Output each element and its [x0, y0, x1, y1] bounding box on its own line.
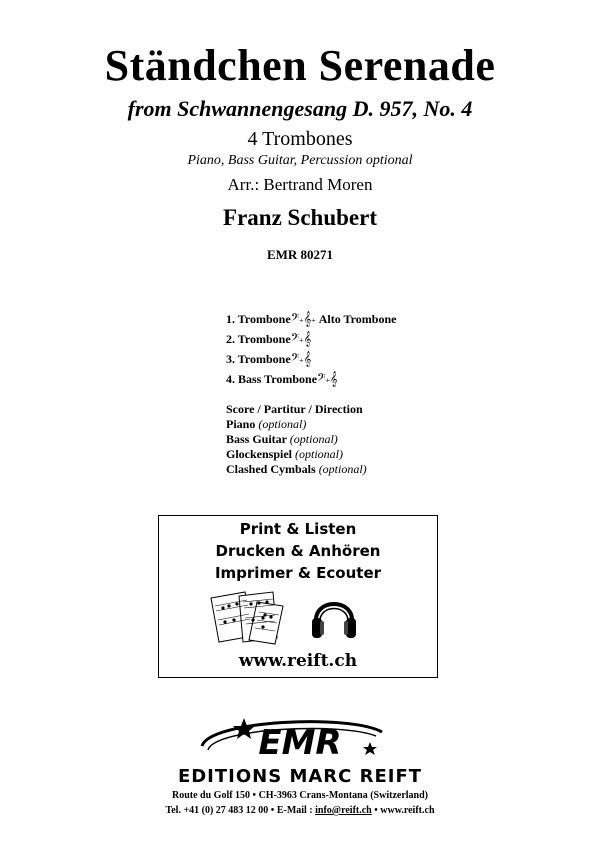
optional-instruments: Piano, Bass Guitar, Percussion optional: [187, 153, 413, 168]
plus-sign: +: [325, 375, 330, 385]
plus-sign: +: [299, 335, 304, 345]
part-label: 3. Trombone: [226, 352, 291, 366]
promo-line-fr: Imprimer & Ecouter: [214, 564, 382, 582]
extra-item: [226, 447, 367, 462]
treble-clef-icon: 𝄞: [329, 372, 338, 387]
publisher-logo: [150, 712, 450, 790]
extra-note: (optional): [289, 432, 338, 446]
print-listen-box: [158, 515, 438, 678]
plus-sign: +: [311, 315, 316, 325]
bass-clef-icon: 𝄢: [290, 352, 300, 367]
catalog-number: EMR 80271: [266, 247, 334, 262]
treble-clef-icon: 𝄞: [303, 352, 312, 367]
logo-text: EMR: [258, 723, 342, 763]
extra-label: Glockenspiel: [226, 447, 293, 461]
bass-clef-icon: 𝄢: [290, 312, 300, 327]
part-item: [226, 352, 396, 372]
email-link[interactable]: info@reift.ch: [315, 805, 372, 816]
bass-clef-icon: 𝄢: [317, 372, 326, 387]
publisher-name: EDITIONS MARC REIFT: [177, 766, 423, 787]
extra-label: Bass Guitar: [226, 432, 287, 446]
promo-line-de: Drucken & Anhören: [215, 542, 381, 560]
extra-label: Score / Partitur / Direction: [226, 402, 363, 416]
part-item: [226, 312, 396, 332]
extra-label: Clashed Cymbals: [226, 462, 316, 476]
extra-item: [226, 432, 367, 447]
treble-clef-icon: 𝄞: [303, 312, 312, 327]
score-title: Ständchen Serenade: [104, 41, 496, 90]
part-item: [226, 332, 396, 352]
extra-item: [226, 417, 367, 432]
score-subtitle: from Schwannengesang D. 957, No. 4: [127, 96, 473, 121]
part-label: 2. Trombone: [226, 332, 291, 346]
composer: Franz Schubert: [223, 205, 377, 230]
part-label: 1. Trombone: [226, 312, 291, 326]
contact-prefix: Tel. +41 (0) 27 483 12 00 • E-Mail :: [165, 805, 316, 816]
part-suffix: Alto Trombone: [318, 312, 397, 326]
instrumentation: 4 Trombones: [247, 128, 353, 150]
treble-clef-icon: 𝄞: [303, 332, 312, 347]
extra-parts-list: [226, 402, 367, 477]
headphones-icon: [309, 588, 359, 643]
extra-note: (optional): [318, 462, 367, 476]
extra-item: [226, 462, 367, 477]
sheet-music-icon: [209, 588, 289, 646]
website-link[interactable]: www.reift.ch: [238, 651, 358, 671]
arranger: Arr.: Bertrand Moren: [227, 175, 373, 194]
extra-note: (optional): [295, 447, 344, 461]
extra-note: (optional): [258, 417, 307, 431]
promo-line-en: Print & Listen: [239, 520, 357, 538]
publisher-address: Route du Golf 150 • CH-3963 Crans-Montana (Switzerland): [172, 790, 428, 801]
part-item: [226, 372, 396, 392]
publisher-contact: [0, 805, 600, 816]
plus-sign: +: [299, 355, 304, 365]
bass-clef-icon: 𝄢: [290, 332, 300, 347]
extra-item: [226, 402, 367, 417]
plus-sign: +: [299, 315, 304, 325]
contact-suffix: • www.reift.ch: [371, 805, 435, 816]
part-label: 4. Bass Trombone: [226, 372, 318, 386]
extra-label: Piano: [226, 417, 256, 431]
parts-list: [226, 312, 396, 392]
